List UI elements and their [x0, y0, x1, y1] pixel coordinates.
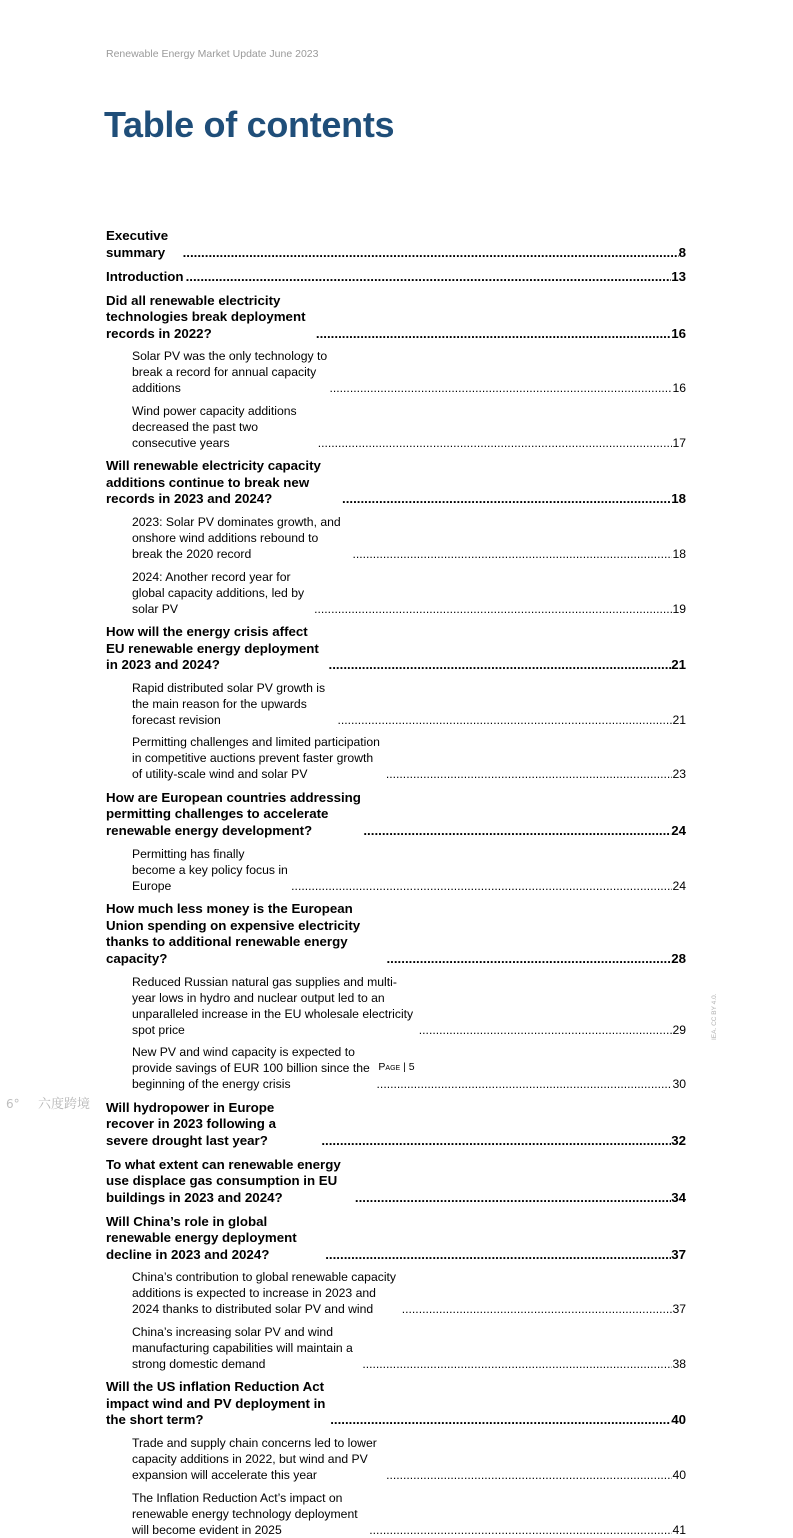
toc-entry-page: 37	[672, 1302, 686, 1317]
toc-entry-label: Reduced Russian natural gas supplies and multi-year lows in hydro and nuclear output led to an unparalleled increase in the EU wholesale electricity spot price	[132, 974, 414, 1037]
toc-entry-label: Permitting challenges and limited participation in competitive auctions prevent faster growth of utility-scale wind and solar PV	[132, 735, 380, 782]
toc-entry[interactable]	[106, 1379, 686, 1429]
toc-entry-label: To what extent can renewable energy use displace gas consumption in EU buildings in 2023 and 2024?	[106, 1156, 341, 1205]
dot-leader	[361, 823, 671, 840]
dot-leader	[400, 1301, 673, 1317]
toc-entry-label: How much less money is the European Union spending on expensive electricity thanks to additional renewable energy capacity?	[106, 901, 361, 966]
toc-subentry[interactable]	[132, 734, 686, 782]
toc-entry-page: 8	[678, 244, 686, 260]
toc-subentry[interactable]	[132, 974, 686, 1038]
dot-leader	[417, 1022, 673, 1038]
toc-entry-label: New PV and wind capacity is expected to provide savings of EUR 100 billion since the beginning of the energy crisis	[132, 1045, 370, 1092]
page-title: Table of contents	[104, 104, 395, 145]
toc-subentry[interactable]	[132, 569, 686, 617]
dot-leader	[360, 1356, 672, 1372]
toc-entry[interactable]	[106, 1214, 686, 1264]
toc-entry-page: 41	[672, 1522, 686, 1537]
dot-leader	[384, 766, 673, 782]
toc-entry-label: 2024: Another record year for global capacity additions, led by solar PV	[132, 569, 305, 616]
dot-leader	[289, 878, 672, 894]
dot-leader	[335, 712, 672, 728]
toc-subentry[interactable]	[132, 680, 686, 728]
dot-leader	[375, 1076, 673, 1092]
toc-subentry[interactable]	[132, 348, 686, 396]
dot-leader	[323, 1247, 671, 1264]
dot-leader	[181, 245, 679, 262]
toc-entry-page: 30	[672, 1077, 686, 1092]
running-header: Renewable Energy Market Update June 2023	[106, 48, 319, 60]
toc-entry-page: 40	[671, 1412, 686, 1428]
toc-subentry[interactable]	[132, 1490, 686, 1538]
toc-entry-page: 24	[672, 878, 686, 893]
toc-entry-page: 16	[671, 325, 686, 341]
toc-entry[interactable]	[106, 293, 686, 343]
toc-entry-page: 37	[671, 1246, 686, 1262]
dot-leader	[384, 951, 671, 968]
toc-entry-page: 32	[671, 1132, 686, 1148]
page-number: 5	[408, 1061, 415, 1073]
toc-entry-label: Trade and supply chain concerns led to lower capacity additions in 2022, but wind and PV expansion will accelerate this year	[132, 1436, 377, 1483]
toc-entry-label: Executive summary	[106, 228, 169, 260]
toc-subentry[interactable]	[132, 403, 686, 451]
toc-entry-page: 18	[672, 547, 686, 562]
dot-leader	[353, 1190, 671, 1207]
toc-entry-label: How will the energy crisis affect EU renewable energy deployment in 2023 and 2024?	[106, 624, 319, 673]
toc-entry-label: Wind power capacity additions decreased the past two consecutive years	[132, 403, 297, 450]
table-of-contents	[106, 228, 686, 1538]
toc-entry-label: Rapid distributed solar PV growth is the main reason for the upwards forecast revision	[132, 680, 326, 727]
dot-leader	[327, 657, 672, 674]
toc-entry-label: China’s increasing solar PV and wind manufacturing capabilities will maintain a strong domestic demand	[132, 1324, 353, 1371]
dot-leader	[319, 1133, 671, 1150]
toc-entry-label: How are European countries addressing permitting challenges to accelerate renewable energy development?	[106, 789, 361, 838]
toc-subentry[interactable]	[132, 514, 686, 562]
toc-entry[interactable]	[106, 228, 686, 261]
dot-leader	[384, 1467, 672, 1483]
dot-leader	[312, 601, 672, 617]
toc-entry-page: 13	[671, 268, 686, 284]
toc-entry-label: Will renewable electricity capacity additions continue to break new records in 2023 and 2024?	[106, 458, 321, 507]
dot-leader	[350, 546, 672, 562]
toc-entry[interactable]	[106, 458, 686, 508]
toc-entry-label: Permitting has finally become a key policy focus in Europe	[132, 846, 288, 893]
toc-subentry[interactable]	[132, 1269, 686, 1317]
dot-leader	[184, 269, 672, 286]
dot-leader	[314, 326, 671, 343]
toc-entry-label: Will the US inflation Reduction Act impact wind and PV deployment in the short term?	[106, 1379, 326, 1428]
toc-subentry[interactable]	[132, 846, 686, 894]
dot-leader	[328, 380, 673, 396]
page-footer	[0, 1061, 793, 1073]
dot-leader	[367, 1522, 672, 1538]
toc-entry-page: 40	[672, 1468, 686, 1483]
toc-entry-page: 16	[672, 381, 686, 396]
toc-entry-page: 21	[671, 657, 686, 673]
toc-entry-page: 29	[672, 1022, 686, 1037]
dot-leader	[316, 435, 673, 451]
dot-leader	[328, 1412, 671, 1429]
toc-entry-label: The Inflation Reduction Act’s impact on renewable energy technology deployment will become evident in 2025	[132, 1490, 358, 1537]
toc-entry-label: China’s contribution to global renewable capacity additions is expected to increase in 2023 and 2024 thanks to distributed solar PV and wind	[132, 1270, 397, 1317]
svg-text:6°: 6°	[6, 1096, 20, 1111]
toc-entry-page: 21	[672, 712, 686, 727]
toc-entry[interactable]	[106, 901, 686, 967]
license-notice: IEA. CC BY 4.0.	[711, 993, 718, 1040]
watermark-text: 六度跨境	[38, 1096, 91, 1111]
watermark-logo-icon	[6, 1095, 34, 1111]
toc-subentry[interactable]	[132, 1435, 686, 1483]
watermark	[6, 1093, 90, 1112]
toc-entry-label: Solar PV was the only technology to break a record for annual capacity additions	[132, 349, 328, 396]
page-label: Page	[378, 1061, 401, 1073]
toc-entry-page: 34	[671, 1189, 686, 1205]
toc-entry[interactable]	[106, 624, 686, 674]
toc-entry[interactable]	[106, 269, 686, 286]
toc-entry[interactable]	[106, 1157, 686, 1207]
toc-entry[interactable]	[106, 790, 686, 840]
toc-entry-label: 2023: Solar PV dominates growth, and onshore wind additions rebound to break the 2020 record	[132, 515, 341, 562]
page-separator: |	[400, 1061, 409, 1073]
toc-entry-page: 17	[672, 435, 686, 450]
toc-entry-label: Introduction	[106, 268, 184, 284]
toc-entry-page: 24	[671, 822, 686, 838]
toc-entry-label: Will hydropower in Europe recover in 2023 following a severe drought last year?	[106, 1099, 276, 1148]
toc-entry-label: Did all renewable electricity technologies break deployment records in 2022?	[106, 292, 306, 341]
toc-entry-page: 38	[672, 1356, 686, 1371]
dot-leader	[340, 491, 671, 508]
toc-entry-page: 18	[671, 491, 686, 507]
toc-entry-page: 28	[671, 950, 686, 966]
toc-entry-label: Will China’s role in global renewable energy deployment decline in 2023 and 2024?	[106, 1213, 297, 1262]
toc-entry[interactable]	[106, 1100, 686, 1150]
toc-entry-page: 23	[672, 767, 686, 782]
toc-entry-page: 19	[672, 601, 686, 616]
toc-subentry[interactable]	[132, 1324, 686, 1372]
